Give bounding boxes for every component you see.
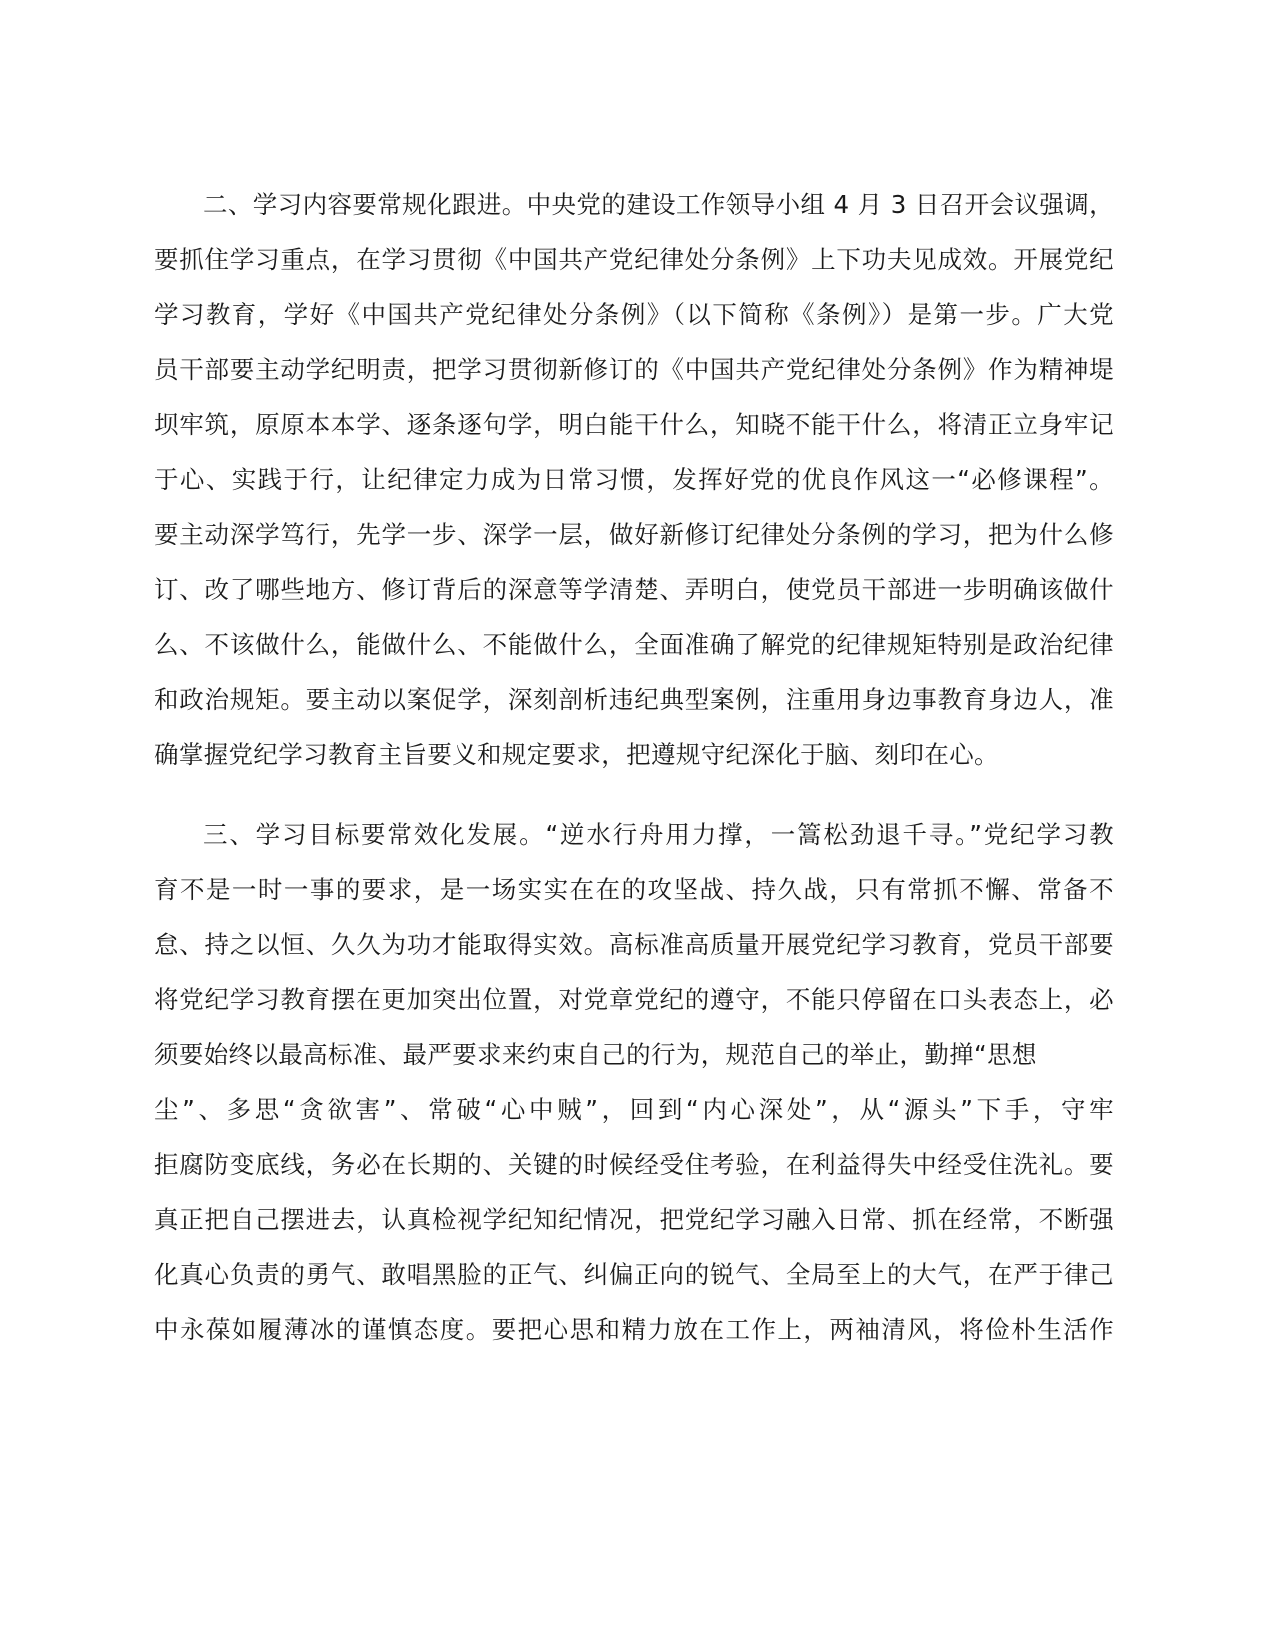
- text-line: 要主动深学笃行，先学一步、深学一层，做好新修订纪律处分条例的学习，把为什么修: [154, 520, 1114, 549]
- text-line: 学习教育，学好《中国共产党纪律处分条例》（以下简称《条例》）是第一步。广大党: [154, 300, 1114, 329]
- text-line: 坝牢筑，原原本本学、逐条逐句学，明白能干什么，知晓不能干什么，将清正立身牢记: [154, 410, 1114, 439]
- text-line: 拒腐防变底线，务必在长期的、关键的时候经受住考验，在利益得失中经受住洗礼。要: [154, 1150, 1114, 1179]
- text-line: 二、学习内容要常规化跟进。中央党的建设工作领导小组 4 月 3 日召开会议强调，: [203, 190, 1114, 219]
- text-line: 将党纪学习教育摆在更加突出位置，对党章党纪的遵守，不能只停留在口头表态上，必: [154, 985, 1114, 1014]
- text-line: 三、学习目标要常效化发展。“逆水行舟用力撑，一篙松劲退千寻。”党纪学习教: [203, 820, 1114, 849]
- text-line: 于心、实践于行，让纪律定力成为日常习惯，发挥好党的优良作风这一“必修课程”。: [154, 465, 1114, 494]
- text-line: 育不是一时一事的要求，是一场实实在在的攻坚战、持久战，只有常抓不懈、常备不: [154, 875, 1114, 904]
- text-line: 员干部要主动学纪明责，把学习贯彻新修订的《中国共产党纪律处分条例》作为精神堤: [154, 355, 1114, 384]
- text-line: 尘”、多思“贪欲害”、常破“心中贼”，回到“内心深处”，从“源头”下手，守牢: [154, 1095, 1114, 1124]
- text-line: 订、改了哪些地方、修订背后的深意等学清楚、弄明白，使党员干部进一步明确该做什: [154, 575, 1114, 604]
- text-line: 确掌握党纪学习教育主旨要义和规定要求，把遵规守纪深化于脑、刻印在心。: [154, 740, 999, 769]
- text-line: 要抓住学习重点，在学习贯彻《中国共产党纪律处分条例》上下功夫见成效。开展党纪: [154, 245, 1114, 274]
- text-line: 怠、持之以恒、久久为功才能取得实效。高标准高质量开展党纪学习教育，党员干部要: [154, 930, 1114, 959]
- text-line: 和政治规矩。要主动以案促学，深刻剖析违纪典型案例，注重用身边事教育身边人，准: [154, 685, 1114, 714]
- text-line: 中永葆如履薄冰的谨慎态度。要把心思和精力放在工作上，两袖清风，将俭朴生活作: [154, 1315, 1114, 1344]
- text-line: 化真心负责的勇气、敢唱黑脸的正气、纠偏正向的锐气、全局至上的大气，在严于律己: [154, 1260, 1114, 1289]
- text-line: 真正把自己摆进去，认真检视学纪知纪情况，把党纪学习融入日常、抓在经常，不断强: [154, 1205, 1114, 1234]
- text-line: 须要始终以最高标准、最严要求来约束自己的行为，规范自己的举止，勤掸“思想: [154, 1040, 1037, 1069]
- text-line: 么、不该做什么，能做什么、不能做什么，全面准确了解党的纪律规矩特别是政治纪律: [154, 630, 1114, 659]
